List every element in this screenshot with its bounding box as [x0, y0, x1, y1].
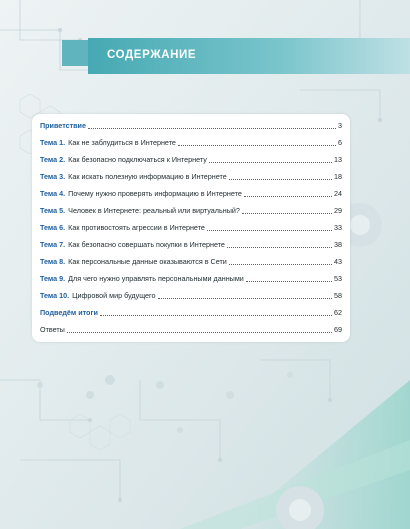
toc-leader-dots — [244, 188, 332, 197]
toc-row[interactable] — [40, 239, 342, 251]
toc-page-number: 18 — [334, 172, 342, 181]
toc-row[interactable] — [40, 171, 342, 183]
toc-page-number: 53 — [334, 274, 342, 283]
toc-topic-number: Тема 10. — [40, 291, 70, 300]
toc-leader-dots — [227, 239, 332, 248]
toc-title: Подведём итоги — [40, 308, 98, 317]
toc-leader-dots — [229, 256, 332, 265]
toc-leader-dots — [209, 154, 332, 163]
toc-leader-dots — [246, 273, 332, 282]
toc-row[interactable] — [40, 290, 342, 302]
toc-row[interactable] — [40, 205, 342, 217]
toc-page-number: 3 — [338, 121, 342, 130]
toc-title: Как персональные данные оказываются в Сети — [68, 257, 227, 266]
toc-topic-number: Тема 2. — [40, 155, 66, 164]
toc-row[interactable] — [40, 256, 342, 268]
toc-row[interactable] — [40, 154, 342, 166]
toc-leader-dots — [100, 307, 332, 316]
toc-leader-dots — [229, 171, 332, 180]
toc-title: Для чего нужно управлять персональными данными — [68, 274, 244, 283]
toc-row[interactable] — [40, 307, 342, 319]
page-title: СОДЕРЖАНИЕ — [107, 49, 197, 61]
toc-page-number: 33 — [334, 223, 342, 232]
toc-page-number: 38 — [334, 240, 342, 249]
toc-row[interactable] — [40, 324, 342, 336]
toc-topic-number: Тема 9. — [40, 274, 66, 283]
toc-row[interactable] — [40, 222, 342, 234]
toc-title: Цифровой мир будущего — [72, 291, 156, 300]
toc-title: Как искать полезную информацию в Интернете — [68, 172, 227, 181]
toc-topic-number: Тема 6. — [40, 223, 66, 232]
toc-leader-dots — [88, 120, 336, 129]
toc-topic-number: Тема 4. — [40, 189, 66, 198]
toc-row[interactable] — [40, 188, 342, 200]
toc-title: Как безопасно совершать покупки в Интернете — [68, 240, 225, 249]
toc-page-number: 13 — [334, 155, 342, 164]
toc-topic-number: Тема 7. — [40, 240, 66, 249]
toc-topic-number: Тема 5. — [40, 206, 66, 215]
toc-title: Приветствие — [40, 121, 86, 130]
toc-leader-dots — [158, 290, 333, 299]
toc-row[interactable] — [40, 120, 342, 132]
toc-page-number: 69 — [334, 325, 342, 334]
toc-title: Как противостоять агрессии в Интернете — [68, 223, 205, 232]
toc-row[interactable] — [40, 273, 342, 285]
toc-topic-number: Тема 3. — [40, 172, 66, 181]
toc-title: Ответы — [40, 325, 65, 334]
toc-page-number: 43 — [334, 257, 342, 266]
toc-title: Человек в Интернете: реальный или виртуальный? — [68, 206, 240, 215]
toc-page-number: 6 — [338, 138, 342, 147]
toc-topic-number: Тема 1. — [40, 138, 66, 147]
toc-topic-number: Тема 8. — [40, 257, 66, 266]
toc-title: Почему нужно проверять информацию в Интернете — [68, 189, 242, 198]
toc-page-number: 58 — [334, 291, 342, 300]
table-of-contents — [32, 114, 350, 342]
toc-leader-dots — [67, 324, 332, 333]
toc-leader-dots — [178, 137, 336, 146]
toc-page-number: 24 — [334, 189, 342, 198]
toc-leader-dots — [242, 205, 332, 214]
toc-title: Как безопасно подключаться к Интернету — [68, 155, 207, 164]
toc-row[interactable] — [40, 137, 342, 149]
toc-leader-dots — [207, 222, 332, 231]
toc-page-number: 29 — [334, 206, 342, 215]
toc-title: Как не заблудиться в Интернете — [68, 138, 176, 147]
toc-page-number: 62 — [334, 308, 342, 317]
